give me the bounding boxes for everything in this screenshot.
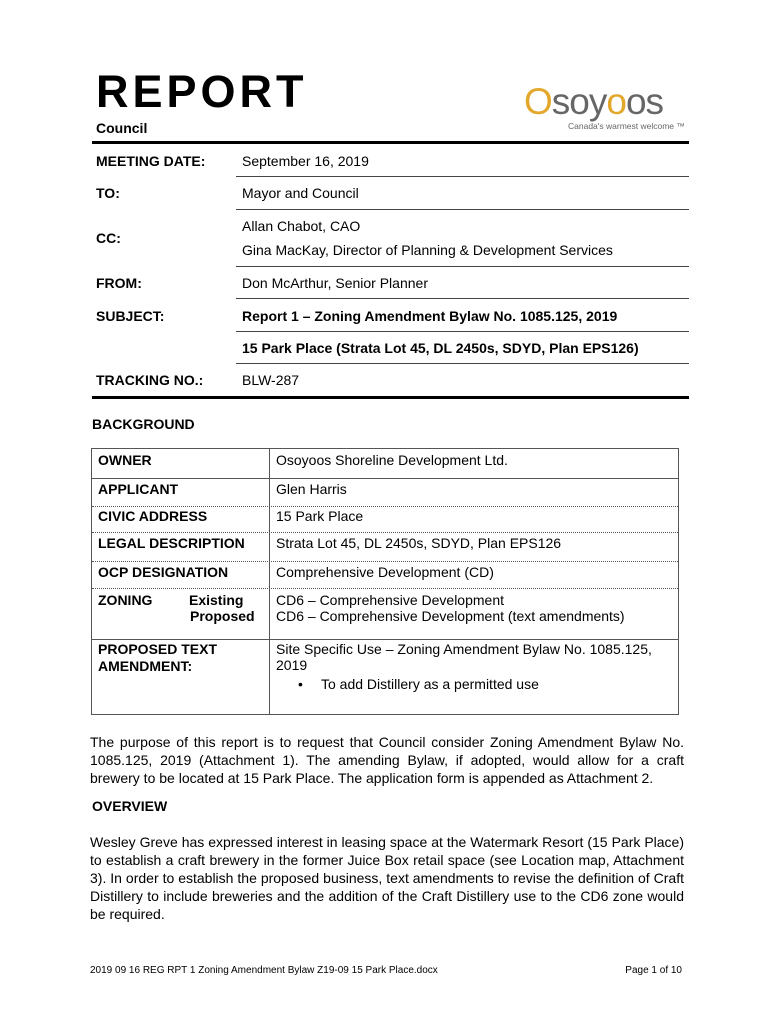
legal-description-value: Strata Lot 45, DL 2450s, SDYD, Plan EPS126 [276,535,562,551]
proposed-amendment-bullet: To add Distillery as a permitted use [321,676,539,692]
zoning-existing-value: CD6 – Comprehensive Development [276,592,504,608]
applicant-value: Glen Harris [276,481,347,497]
table-row-divider [92,532,678,533]
table-row-divider [92,506,678,507]
civic-address-value: 15 Park Place [276,508,364,524]
ocp-designation-label: OCP DESIGNATION [98,564,229,580]
zoning-label: ZONING [98,592,153,608]
proposed-amendment-label-1: PROPOSED TEXT [98,641,218,657]
purpose-paragraph: The purpose of this report is to request that Council consider Zoning Amendment Bylaw No. 1085.125, 2019 (Attachment 1). The amending Bylaw, if adopted, would allow for a craft brewery to be located at 15 Park Place. The application form is appended as Attachment 2. [90,734,684,786]
owner-label: OWNER [98,452,152,468]
tracking-label: TRACKING NO.: [96,372,204,388]
applicant-label: APPLICANT [98,481,179,497]
row-divider [236,266,689,267]
overview-paragraph: Wesley Greve has expressed interest in leasing space at the Watermark Resort (15 Park Place) to establish a craft brewery in the former Juice Box retail space (see Location map, Attachment 3). In order to establish the proposed business, text amendments to revise the definition of Craft Distillery to include breweries and the addition of the Craft Distillery use to the CD6 zone would be required. [90,834,684,922]
meeting-date-value: September 16, 2019 [242,153,369,169]
tracking-value: BLW-287 [242,372,300,388]
table-row-divider [92,561,678,562]
logo-wordmark: Osoyoos [524,81,664,122]
civic-address-label: CIVIC ADDRESS [98,508,208,524]
subject-label: SUBJECT: [96,308,165,324]
table-row-divider [92,478,678,479]
zoning-proposed-value: CD6 – Comprehensive Development (text amendments) [276,608,625,624]
header-divider-bottom [92,396,689,399]
overview-heading: OVERVIEW [92,798,168,814]
row-divider [236,176,689,177]
to-value: Mayor and Council [242,185,359,201]
table-row-divider [92,588,678,589]
background-heading: BACKGROUND [92,416,195,432]
page-title: REPORT [96,66,308,117]
logo-tagline: Canada's warmest welcome ™ [568,121,685,131]
row-divider [236,363,689,364]
row-divider [236,298,689,299]
to-label: TO: [96,185,120,201]
subject-line-1: Report 1 – Zoning Amendment Bylaw No. 1085.125, 2019 [242,308,618,324]
zoning-proposed-label: Proposed [190,608,255,624]
cc-value-1: Allan Chabot, CAO [242,218,361,234]
footer-page-number: Page 1 of 10 [625,965,682,976]
row-divider [236,209,689,210]
bullet-icon: • [298,676,303,692]
cc-label: CC: [96,230,121,246]
table-column-divider [269,449,270,714]
ocp-designation-value: Comprehensive Development (CD) [276,564,494,580]
zoning-existing-label: Existing [189,592,244,608]
osoyoos-logo [520,82,690,134]
subject-line-2: 15 Park Place (Strata Lot 45, DL 2450s, SDYD, Plan EPS126) [242,340,639,356]
header-divider [92,141,689,144]
proposed-amendment-label-2: AMENDMENT: [98,658,193,674]
proposed-amendment-value: Site Specific Use – Zoning Amendment Bylaw No. 1085.125, 2019 [276,641,652,673]
owner-value: Osoyoos Shoreline Development Ltd. [276,452,508,468]
cc-value-2: Gina MacKay, Director of Planning & Development Services [242,242,613,258]
background-table [91,448,679,715]
footer-filename: 2019 09 16 REG RPT 1 Zoning Amendment Bylaw Z19-09 15 Park Place.docx [90,965,438,976]
table-row-divider [92,639,678,640]
meeting-date-label: MEETING DATE: [96,153,206,169]
row-divider [236,331,689,332]
legal-description-label: LEGAL DESCRIPTION [98,535,245,551]
report-subtitle: Council [96,120,148,136]
from-label: FROM: [96,275,142,291]
from-value: Don McArthur, Senior Planner [242,275,428,291]
